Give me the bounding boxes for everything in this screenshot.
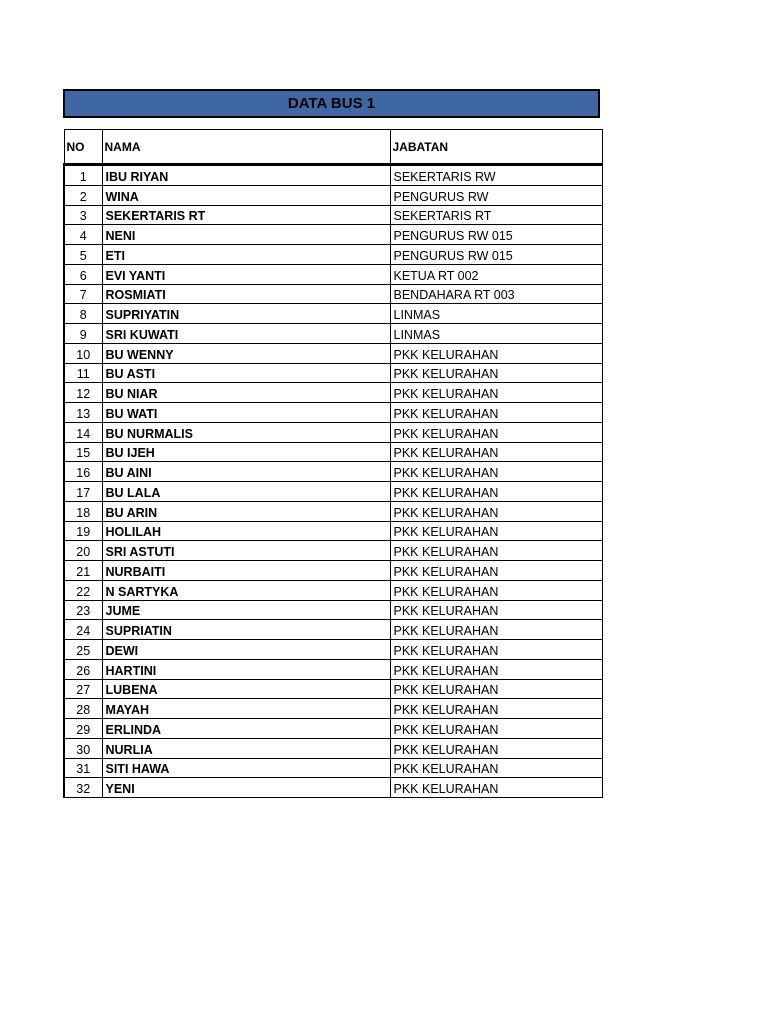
row-nama: BU NURMALIS	[102, 422, 390, 442]
row-jabatan: PKK KELURAHAN	[390, 462, 602, 482]
table-row	[64, 561, 602, 581]
row-nama: BU IJEH	[102, 442, 390, 462]
row-no: 30	[64, 738, 102, 758]
row-no: 6	[64, 264, 102, 284]
table-row	[64, 719, 602, 739]
row-no: 8	[64, 304, 102, 324]
row-jabatan: PKK KELURAHAN	[390, 699, 602, 719]
header-jabatan: JABATAN	[390, 130, 602, 165]
row-nama: BU ARIN	[102, 501, 390, 521]
table-row	[64, 403, 602, 423]
row-nama: SUPRIYATIN	[102, 304, 390, 324]
row-nama: NENI	[102, 225, 390, 245]
row-no: 25	[64, 640, 102, 660]
row-no: 22	[64, 580, 102, 600]
row-jabatan: PENGURUS RW	[390, 185, 602, 205]
row-nama: IBU RIYAN	[102, 165, 390, 186]
table-row	[64, 580, 602, 600]
row-nama: NURLIA	[102, 738, 390, 758]
table-row	[64, 738, 602, 758]
table-row	[64, 462, 602, 482]
row-no: 24	[64, 620, 102, 640]
row-jabatan: BENDAHARA RT 003	[390, 284, 602, 304]
row-nama: SRI KUWATI	[102, 324, 390, 344]
row-no: 28	[64, 699, 102, 719]
row-jabatan: PKK KELURAHAN	[390, 561, 602, 581]
row-nama: SEKERTARIS RT	[102, 205, 390, 225]
sheet-title: DATA BUS 1	[63, 89, 600, 118]
row-jabatan: PENGURUS RW 015	[390, 245, 602, 265]
row-nama: BU AINI	[102, 462, 390, 482]
row-nama: LUBENA	[102, 679, 390, 699]
row-nama: EVI YANTI	[102, 264, 390, 284]
row-nama: BU LALA	[102, 482, 390, 502]
table-row	[64, 205, 602, 225]
row-jabatan: PKK KELURAHAN	[390, 403, 602, 423]
table-row	[64, 659, 602, 679]
table-row	[64, 324, 602, 344]
row-nama: BU NIAR	[102, 383, 390, 403]
row-jabatan: PKK KELURAHAN	[390, 343, 602, 363]
row-no: 16	[64, 462, 102, 482]
table-row	[64, 245, 602, 265]
row-no: 10	[64, 343, 102, 363]
table-row	[64, 264, 602, 284]
table-row	[64, 640, 602, 660]
table-row	[64, 521, 602, 541]
row-no: 2	[64, 185, 102, 205]
row-nama: ERLINDA	[102, 719, 390, 739]
table-row	[64, 699, 602, 719]
row-jabatan: PKK KELURAHAN	[390, 659, 602, 679]
data-table-container	[63, 129, 601, 798]
row-nama: SRI ASTUTI	[102, 541, 390, 561]
row-no: 15	[64, 442, 102, 462]
row-no: 13	[64, 403, 102, 423]
row-nama: N SARTYKA	[102, 580, 390, 600]
row-no: 21	[64, 561, 102, 581]
row-no: 1	[64, 165, 102, 186]
data-table	[63, 129, 603, 798]
table-row	[64, 422, 602, 442]
row-jabatan: PKK KELURAHAN	[390, 521, 602, 541]
row-jabatan: PKK KELURAHAN	[390, 719, 602, 739]
row-no: 31	[64, 758, 102, 778]
row-no: 12	[64, 383, 102, 403]
row-nama: SITI HAWA	[102, 758, 390, 778]
table-row	[64, 501, 602, 521]
row-nama: SUPRIATIN	[102, 620, 390, 640]
row-no: 19	[64, 521, 102, 541]
row-jabatan: PKK KELURAHAN	[390, 640, 602, 660]
row-jabatan: PKK KELURAHAN	[390, 778, 602, 798]
row-nama: YENI	[102, 778, 390, 798]
table-row	[64, 165, 602, 186]
table-row	[64, 600, 602, 620]
header-row	[64, 130, 602, 165]
row-jabatan: PKK KELURAHAN	[390, 422, 602, 442]
row-nama: NURBAITI	[102, 561, 390, 581]
row-jabatan: LINMAS	[390, 324, 602, 344]
row-jabatan: PKK KELURAHAN	[390, 600, 602, 620]
row-jabatan: PKK KELURAHAN	[390, 501, 602, 521]
table-body	[64, 165, 602, 798]
table-row	[64, 225, 602, 245]
table-row	[64, 304, 602, 324]
row-no: 23	[64, 600, 102, 620]
row-nama: WINA	[102, 185, 390, 205]
row-jabatan: SEKERTARIS RT	[390, 205, 602, 225]
row-nama: ROSMIATI	[102, 284, 390, 304]
row-no: 29	[64, 719, 102, 739]
table-row	[64, 383, 602, 403]
row-jabatan: PENGURUS RW 015	[390, 225, 602, 245]
row-no: 3	[64, 205, 102, 225]
row-nama: HARTINI	[102, 659, 390, 679]
row-nama: DEWI	[102, 640, 390, 660]
row-nama: BU WENNY	[102, 343, 390, 363]
row-no: 14	[64, 422, 102, 442]
table-row	[64, 679, 602, 699]
header-nama: NAMA	[102, 130, 390, 165]
row-nama: BU ASTI	[102, 363, 390, 383]
row-jabatan: PKK KELURAHAN	[390, 541, 602, 561]
table-row	[64, 343, 602, 363]
row-no: 26	[64, 659, 102, 679]
row-jabatan: PKK KELURAHAN	[390, 738, 602, 758]
row-jabatan: PKK KELURAHAN	[390, 363, 602, 383]
table-row	[64, 442, 602, 462]
row-jabatan: PKK KELURAHAN	[390, 482, 602, 502]
row-nama: MAYAH	[102, 699, 390, 719]
table-row	[64, 185, 602, 205]
row-jabatan: PKK KELURAHAN	[390, 679, 602, 699]
table-row	[64, 284, 602, 304]
table-row	[64, 758, 602, 778]
row-no: 20	[64, 541, 102, 561]
row-no: 32	[64, 778, 102, 798]
row-jabatan: PKK KELURAHAN	[390, 442, 602, 462]
row-no: 9	[64, 324, 102, 344]
table-row	[64, 541, 602, 561]
row-jabatan: LINMAS	[390, 304, 602, 324]
row-no: 17	[64, 482, 102, 502]
row-no: 5	[64, 245, 102, 265]
row-jabatan: KETUA RT 002	[390, 264, 602, 284]
row-nama: JUME	[102, 600, 390, 620]
table-row	[64, 482, 602, 502]
row-no: 7	[64, 284, 102, 304]
row-no: 4	[64, 225, 102, 245]
row-jabatan: PKK KELURAHAN	[390, 620, 602, 640]
table-row	[64, 620, 602, 640]
row-no: 18	[64, 501, 102, 521]
row-no: 27	[64, 679, 102, 699]
table-row	[64, 778, 602, 798]
row-no: 11	[64, 363, 102, 383]
row-nama: ETI	[102, 245, 390, 265]
row-nama: HOLILAH	[102, 521, 390, 541]
row-jabatan: PKK KELURAHAN	[390, 383, 602, 403]
table-row	[64, 363, 602, 383]
row-jabatan: SEKERTARIS RW	[390, 165, 602, 186]
header-no: NO	[64, 130, 102, 165]
row-nama: BU WATI	[102, 403, 390, 423]
row-jabatan: PKK KELURAHAN	[390, 580, 602, 600]
row-jabatan: PKK KELURAHAN	[390, 758, 602, 778]
